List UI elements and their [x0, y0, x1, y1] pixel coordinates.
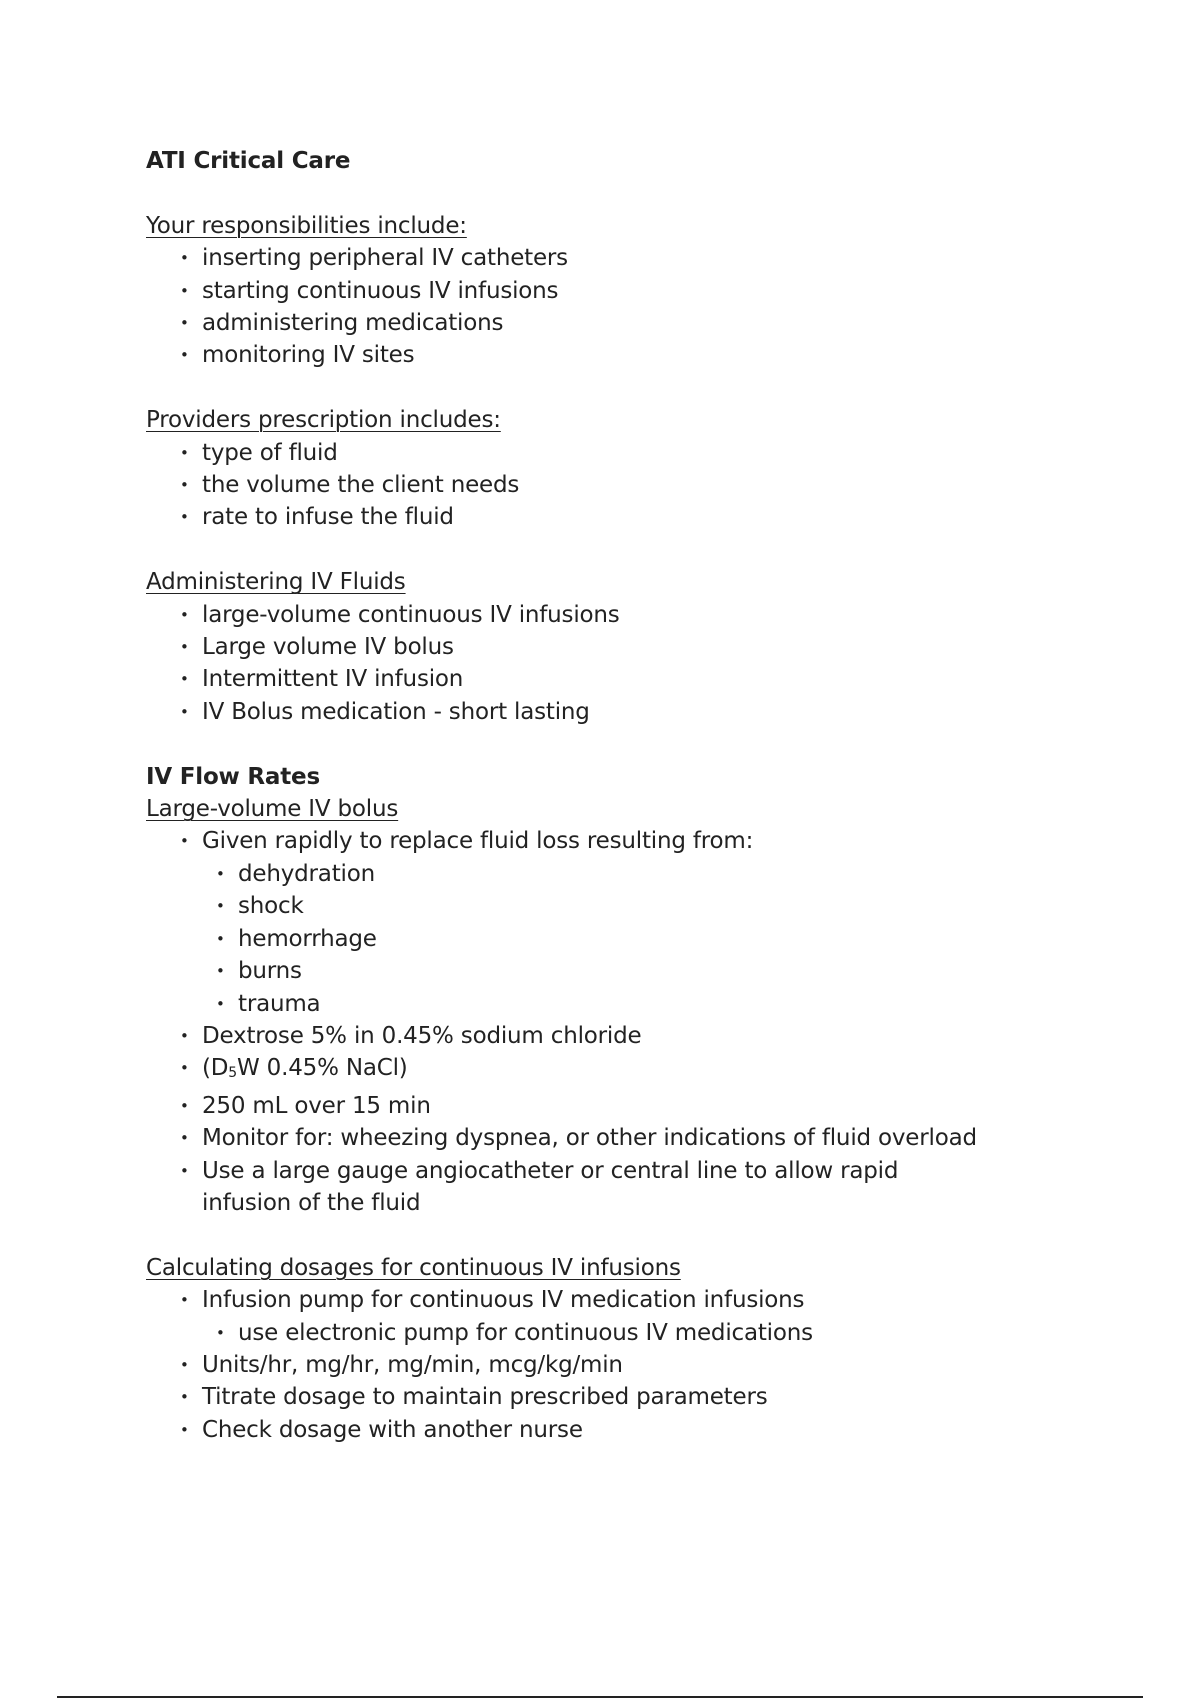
sub-list-item: • use electronic pump for continuous IV medications [146, 1317, 1146, 1349]
list-item: • administering medications [146, 307, 1146, 339]
formula-item [146, 1052, 1146, 1089]
administering-list [146, 599, 1146, 729]
list-item: • Given rapidly to replace fluid loss resulting from: [146, 825, 1146, 857]
list-item: • 250 mL over 15 min [146, 1090, 1146, 1122]
prescription-list [146, 437, 1146, 534]
responsibilities-heading: Your responsibilities include: [146, 212, 467, 239]
bolus-list [146, 825, 1146, 1219]
formula-rest: W 0.45% NaCl) [237, 1055, 408, 1082]
sub-list-item: • trauma [146, 988, 1146, 1020]
list-item: • Titrate dosage to maintain prescribed parameters [146, 1381, 1146, 1413]
spacer [146, 1219, 1146, 1251]
list-item: • Use a large gauge angiocatheter or central line to allow rapid infusion of the fluid [146, 1155, 902, 1220]
list-item: • Units/hr, mg/hr, mg/min, mcg/kg/min [146, 1349, 1146, 1381]
flow-rates-heading: IV Flow Rates [146, 763, 320, 790]
list-item: • monitoring IV sites [146, 339, 1146, 371]
document-title: ATI Critical Care [146, 148, 351, 174]
footer-divider [57, 1696, 1143, 1698]
list-item: • Monitor for: wheezing dyspnea, or other indications of fluid overload [146, 1122, 1146, 1154]
administering-heading: Administering IV Fluids [146, 569, 406, 596]
bolus-subheading: Large-volume IV bolus [146, 796, 399, 823]
spacer [146, 372, 1146, 404]
list-item: • Intermittent IV infusion [146, 663, 1146, 695]
formula-subscript: 5 [228, 1065, 238, 1082]
sub-list-item: • shock [146, 890, 1146, 922]
spacer [146, 728, 1146, 760]
list-item: • starting continuous IV infusions [146, 275, 1146, 307]
sub-list-item: • dehydration [146, 858, 1146, 890]
sub-list-item: • hemorrhage [146, 923, 1146, 955]
list-item: • IV Bolus medication - short lasting [146, 696, 1146, 728]
list-item: • Dextrose 5% in 0.45% sodium chloride [146, 1020, 1146, 1052]
list-item: • large-volume continuous IV infusions [146, 599, 1146, 631]
list-item: • Infusion pump for continuous IV medication infusions [146, 1284, 1146, 1316]
calculating-list [146, 1284, 1146, 1446]
spacer [146, 534, 1146, 566]
list-item: • rate to infuse the fluid [146, 501, 1146, 533]
list-item: • inserting peripheral IV catheters [146, 242, 1146, 274]
prescription-heading: Providers prescription includes: [146, 407, 501, 434]
spacer [146, 177, 1146, 209]
formula-open: (D [202, 1055, 229, 1082]
sub-list-item: • burns [146, 955, 1146, 987]
responsibilities-list [146, 242, 1146, 372]
calculating-heading: Calculating dosages for continuous IV infusions [146, 1254, 681, 1281]
document-page [146, 145, 1146, 1446]
list-item: • Large volume IV bolus [146, 631, 1146, 663]
list-item: • the volume the client needs [146, 469, 1146, 501]
list-item: • Check dosage with another nurse [146, 1414, 1146, 1446]
list-item: • type of fluid [146, 437, 1146, 469]
